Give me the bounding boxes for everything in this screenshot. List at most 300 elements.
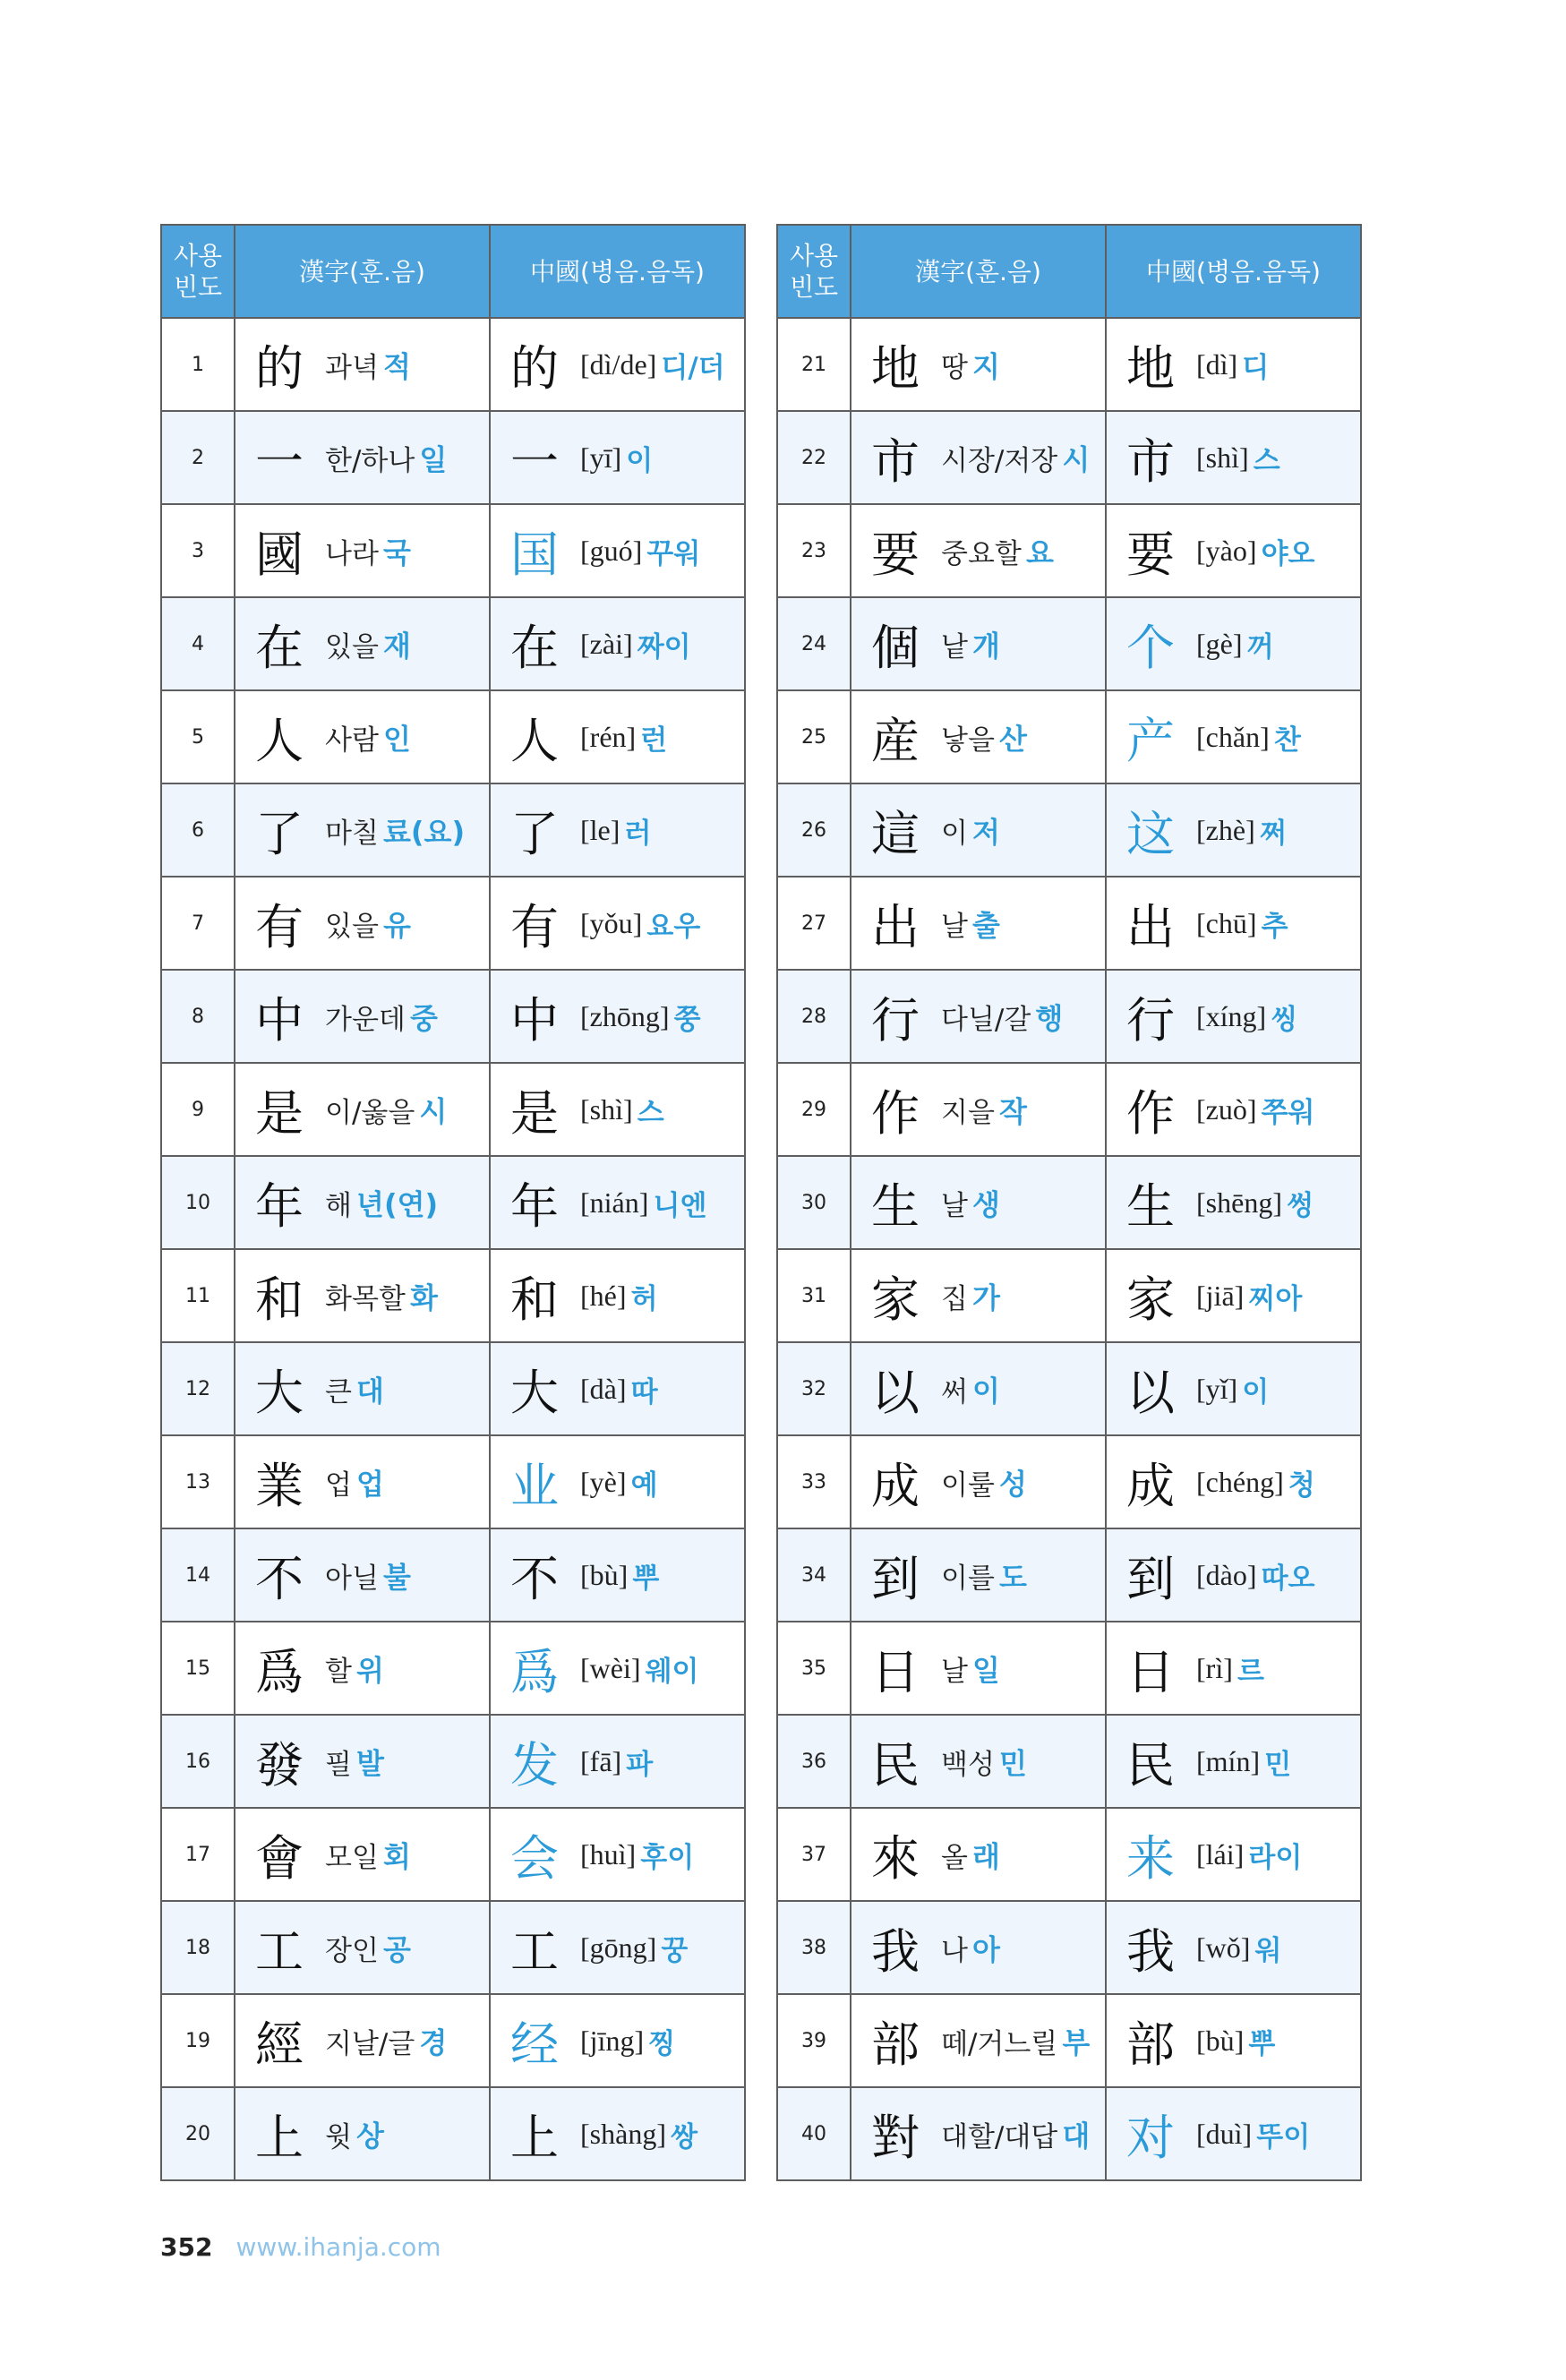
hanja-meaning: 날 [941, 910, 968, 943]
hanja-character: 和 [255, 1271, 304, 1328]
korean-reading: 짜이 [637, 630, 691, 663]
header-frequency: 사용 빈도 [161, 225, 235, 318]
table-row [777, 1342, 1361, 1435]
table-row [777, 1901, 1361, 1994]
pinyin: [nián] [580, 1186, 649, 1219]
china-cell [1106, 877, 1361, 970]
pinyin: [bù] [580, 1558, 629, 1591]
china-cell [1106, 1808, 1361, 1901]
hanja-character: 行 [871, 991, 920, 1049]
table-row [777, 1249, 1361, 1342]
table-row [161, 1249, 745, 1342]
frequency-rank: 17 [161, 1808, 235, 1901]
korean-reading: 뿌 [1248, 2027, 1276, 2060]
table-row [777, 1156, 1361, 1249]
hanja-cell [851, 783, 1106, 877]
chinese-character: 这 [1126, 805, 1175, 862]
korean-reading: 찬 [1273, 723, 1301, 757]
hanja-cell [235, 1156, 490, 1249]
hanja-sound: 저 [972, 815, 1000, 849]
hanja-meaning: 다닐/갈 [941, 1003, 1031, 1036]
korean-reading: 쭝 [673, 1003, 701, 1036]
table-row [161, 1342, 745, 1435]
korean-reading: 찡 [648, 2027, 676, 2060]
korean-reading: 썽 [1287, 1189, 1314, 1222]
hanja-sound: 국 [383, 535, 411, 569]
china-cell [490, 411, 745, 504]
chinese-character: 和 [510, 1271, 559, 1328]
frequency-rank: 39 [777, 1994, 851, 2087]
table-row [777, 411, 1361, 504]
hanja-meaning: 낱 [941, 630, 968, 663]
korean-reading: 쌍 [671, 2120, 698, 2153]
frequency-rank: 16 [161, 1715, 235, 1808]
frequency-table-right [776, 224, 1362, 2181]
hanja-meaning: 이 [941, 817, 968, 850]
hanja-cell [235, 597, 490, 690]
frequency-rank: 8 [161, 970, 235, 1063]
hanja-character: 在 [255, 619, 304, 676]
chinese-character: 出 [1126, 898, 1175, 955]
korean-reading: 워 [1254, 1934, 1282, 1967]
china-cell [1106, 318, 1361, 411]
hanja-meaning: 날 [941, 1655, 968, 1688]
frequency-rank: 24 [777, 597, 851, 690]
china-cell [490, 1994, 745, 2087]
hanja-character: 日 [871, 1643, 920, 1700]
frequency-rank: 6 [161, 783, 235, 877]
korean-reading: 허 [630, 1282, 658, 1315]
hanja-meaning: 낳을 [941, 723, 995, 757]
hanja-cell [851, 1528, 1106, 1622]
hanja-meaning: 날 [941, 1189, 968, 1222]
pinyin: [zhè] [1196, 813, 1255, 846]
chinese-character: 爲 [510, 1643, 559, 1700]
hanja-character: 地 [871, 339, 920, 397]
china-cell [490, 783, 745, 877]
china-cell [1106, 411, 1361, 504]
china-cell [490, 1808, 745, 1901]
table-row [777, 1808, 1361, 1901]
hanja-character: 部 [871, 2016, 920, 2073]
hanja-meaning: 과녁 [325, 351, 379, 384]
chinese-character: 业 [510, 1457, 559, 1514]
hanja-character: 了 [255, 805, 304, 862]
chinese-character: 了 [510, 805, 559, 862]
hanja-sound: 공 [383, 1932, 411, 1966]
hanja-sound: 민 [999, 1746, 1027, 1780]
pinyin: [jīng] [580, 2024, 645, 2057]
frequency-rank: 2 [161, 411, 235, 504]
chinese-character: 成 [1126, 1457, 1175, 1514]
chinese-character: 的 [510, 339, 559, 397]
table-row [777, 504, 1361, 597]
table-row [161, 690, 745, 783]
chinese-character: 在 [510, 619, 559, 676]
hanja-meaning: 있을 [325, 910, 379, 943]
hanja-character: 中 [255, 991, 304, 1049]
hanja-cell [235, 1528, 490, 1622]
hanja-cell [851, 970, 1106, 1063]
korean-reading: 뿌 [632, 1562, 660, 1595]
korean-reading: 꿍 [661, 1934, 689, 1967]
chinese-character: 经 [510, 2016, 559, 2073]
korean-reading: 르 [1237, 1655, 1264, 1688]
korean-reading: 스 [637, 1096, 664, 1129]
hanja-character: 業 [255, 1457, 304, 1514]
china-cell [490, 970, 745, 1063]
hanja-meaning: 윗 [325, 2120, 352, 2153]
chinese-character: 对 [1126, 2109, 1175, 2166]
hanja-character: 對 [871, 2109, 920, 2166]
hanja-meaning: 써 [941, 1375, 968, 1408]
hanja-sound: 적 [383, 349, 411, 383]
pinyin: [rì] [1196, 1651, 1233, 1684]
pinyin: [dà] [580, 1372, 627, 1405]
hanja-character: 人 [255, 712, 304, 769]
hanja-character: 要 [871, 526, 920, 583]
hanja-character: 民 [871, 1736, 920, 1794]
chinese-character: 到 [1126, 1550, 1175, 1607]
table-row [777, 1063, 1361, 1156]
chinese-character: 年 [510, 1177, 559, 1235]
korean-reading: 예 [630, 1468, 658, 1502]
hanja-cell [235, 1994, 490, 2087]
hanja-sound: 상 [356, 2119, 384, 2153]
hanja-meaning: 대할/대답 [941, 2120, 1058, 2153]
hanja-sound: 대 [356, 1374, 384, 1408]
table-row [161, 1901, 745, 1994]
chinese-character: 个 [1126, 619, 1175, 676]
hanja-meaning: 업 [325, 1468, 352, 1502]
hanja-sound: 인 [383, 722, 411, 756]
hanja-cell [235, 1622, 490, 1715]
korean-reading: 후이 [640, 1841, 695, 1874]
hanja-meaning: 필 [325, 1748, 352, 1781]
site-url[interactable]: www.ihanja.com [235, 2232, 441, 2262]
hanja-sound: 료(요) [383, 815, 466, 849]
hanja-sound: 생 [972, 1187, 1000, 1221]
frequency-rank: 4 [161, 597, 235, 690]
frequency-rank: 31 [777, 1249, 851, 1342]
table-row [777, 2087, 1361, 2180]
hanja-meaning: 큰 [325, 1375, 352, 1408]
header-hanja: 漢字(훈.음) [851, 225, 1106, 318]
chinese-character: 地 [1126, 339, 1175, 397]
china-cell [1106, 783, 1361, 877]
table-row [777, 1994, 1361, 2087]
chinese-character: 上 [510, 2109, 559, 2166]
pinyin: [fā] [580, 1744, 622, 1777]
hanja-meaning: 있을 [325, 630, 379, 663]
hanja-cell [851, 1994, 1106, 2087]
hanja-sound: 부 [1062, 2025, 1091, 2059]
hanja-sound: 래 [972, 1839, 1000, 1873]
chinese-character: 日 [1126, 1643, 1175, 1700]
pinyin: [guó] [580, 534, 643, 567]
header-frequency: 사용 빈도 [777, 225, 851, 318]
hanja-cell [851, 1342, 1106, 1435]
chinese-character: 人 [510, 712, 559, 769]
hanja-meaning: 땅 [941, 351, 968, 384]
frequency-rank: 12 [161, 1342, 235, 1435]
korean-reading: 청 [1288, 1468, 1315, 1502]
korean-reading: 요우 [646, 910, 701, 943]
pinyin: [chǎn] [1196, 720, 1270, 753]
table-row [161, 504, 745, 597]
pinyin: [yī] [580, 441, 622, 474]
table-row [777, 597, 1361, 690]
china-cell [490, 1063, 745, 1156]
china-cell [1106, 1528, 1361, 1622]
hanja-sound: 대 [1062, 2119, 1091, 2153]
hanja-meaning: 나라 [325, 537, 379, 570]
hanja-cell [851, 1435, 1106, 1528]
frequency-rank: 3 [161, 504, 235, 597]
pinyin: [shēng] [1196, 1186, 1282, 1219]
chinese-character: 家 [1126, 1271, 1175, 1328]
korean-reading: 쭈워 [1261, 1096, 1315, 1129]
hanja-cell [851, 597, 1106, 690]
hanja-sound: 작 [999, 1094, 1027, 1128]
hanja-character: 國 [255, 526, 304, 583]
frequency-rank: 37 [777, 1808, 851, 1901]
hanja-cell [235, 1715, 490, 1808]
table-row [777, 783, 1361, 877]
pinyin: [zài] [580, 627, 633, 660]
page-number: 352 [160, 2232, 213, 2262]
hanja-cell [851, 504, 1106, 597]
hanja-meaning: 해 [325, 1189, 352, 1222]
korean-reading: 런 [640, 723, 668, 757]
pinyin: [le] [580, 813, 620, 846]
hanja-character: 是 [255, 1084, 304, 1142]
frequency-table-left [160, 224, 746, 2181]
china-cell [1106, 1715, 1361, 1808]
frequency-rank: 25 [777, 690, 851, 783]
china-cell [1106, 1342, 1361, 1435]
korean-reading: 꺼 [1246, 630, 1274, 663]
hanja-character: 生 [871, 1177, 920, 1235]
korean-reading: 따오 [1261, 1562, 1315, 1595]
pinyin: [shàng] [580, 2117, 666, 2150]
korean-reading: 따 [630, 1375, 658, 1408]
hanja-cell [235, 1063, 490, 1156]
frequency-rank: 14 [161, 1528, 235, 1622]
chinese-character: 不 [510, 1550, 559, 1607]
hanja-sound: 행 [1035, 1001, 1064, 1035]
china-cell [490, 1715, 745, 1808]
hanja-cell [851, 1249, 1106, 1342]
frequency-rank: 11 [161, 1249, 235, 1342]
pinyin: [chū] [1196, 906, 1257, 939]
pinyin: [huì] [580, 1837, 637, 1871]
hanja-sound: 이 [972, 1374, 1000, 1408]
hanja-meaning: 이/옳을 [325, 1096, 415, 1129]
table-row [161, 1528, 745, 1622]
table-row [777, 318, 1361, 411]
frequency-rank: 29 [777, 1063, 851, 1156]
pinyin: [shì] [1196, 441, 1249, 474]
hanja-cell [235, 970, 490, 1063]
table-row [777, 1435, 1361, 1528]
hanja-cell [851, 411, 1106, 504]
header-china: 中國(병음.음독) [490, 225, 745, 318]
frequency-rank: 38 [777, 1901, 851, 1994]
hanja-character: 作 [871, 1084, 920, 1142]
hanja-character: 大 [255, 1364, 304, 1421]
korean-reading: 라이 [1248, 1841, 1303, 1874]
frequency-rank: 5 [161, 690, 235, 783]
hanja-character: 發 [255, 1736, 304, 1794]
hanja-character: 這 [871, 805, 920, 862]
table-row [777, 1715, 1361, 1808]
hanja-sound: 아 [972, 1932, 1000, 1966]
pinyin: [yǒu] [580, 906, 643, 939]
hanja-character: 成 [871, 1457, 920, 1514]
hanja-character: 爲 [255, 1643, 304, 1700]
china-cell [490, 1622, 745, 1715]
hanja-character: 産 [871, 712, 920, 769]
header-china: 中國(병음.음독) [1106, 225, 1361, 318]
china-cell [1106, 1435, 1361, 1528]
hanja-sound: 도 [999, 1560, 1027, 1594]
table-row [161, 2087, 745, 2180]
hanja-sound: 경 [419, 2025, 448, 2059]
china-cell [1106, 597, 1361, 690]
china-cell [1106, 970, 1361, 1063]
hanja-sound: 위 [356, 1653, 384, 1687]
hanja-sound: 업 [356, 1467, 384, 1501]
hanja-sound: 년(연) [356, 1187, 439, 1221]
hanja-meaning: 집 [941, 1282, 968, 1315]
pinyin: [shì] [580, 1092, 633, 1126]
frequency-rank: 9 [161, 1063, 235, 1156]
hanja-meaning: 떼/거느릴 [941, 2027, 1058, 2060]
table-row [161, 1715, 745, 1808]
table-row [161, 1994, 745, 2087]
header-hanja: 漢字(훈.음) [235, 225, 490, 318]
china-cell [490, 1435, 745, 1528]
hanja-meaning: 아닐 [325, 1562, 379, 1595]
hanja-cell [235, 1249, 490, 1342]
pinyin: [jiā] [1196, 1279, 1245, 1312]
chinese-character: 生 [1126, 1177, 1175, 1235]
pinyin: [yè] [580, 1465, 627, 1498]
pinyin: [mín] [1196, 1744, 1261, 1777]
pinyin: [gōng] [580, 1931, 657, 1964]
korean-reading: 씽 [1271, 1003, 1298, 1036]
hanja-character: 上 [255, 2109, 304, 2166]
frequency-rank: 28 [777, 970, 851, 1063]
hanja-cell [235, 1901, 490, 1994]
korean-reading: 파 [626, 1748, 654, 1781]
hanja-cell [851, 1156, 1106, 1249]
hanja-cell [235, 877, 490, 970]
china-cell [1106, 690, 1361, 783]
table-row [161, 877, 745, 970]
hanja-cell [235, 411, 490, 504]
hanja-sound: 재 [383, 629, 411, 663]
pinyin: [xíng] [1196, 999, 1267, 1032]
hanja-sound: 가 [972, 1280, 1000, 1314]
china-cell [1106, 1063, 1361, 1156]
china-cell [490, 597, 745, 690]
chinese-character: 民 [1126, 1736, 1175, 1794]
hanja-cell [851, 1715, 1106, 1808]
china-cell [1106, 1901, 1361, 1994]
hanja-sound: 유 [383, 908, 411, 942]
hanja-meaning: 마칠 [325, 817, 379, 850]
pinyin: [lái] [1196, 1837, 1245, 1871]
chinese-character: 作 [1126, 1084, 1175, 1142]
hanja-cell [235, 690, 490, 783]
frequency-rank: 32 [777, 1342, 851, 1435]
hanja-cell [851, 318, 1106, 411]
hanja-meaning: 사람 [325, 723, 379, 757]
hanja-sound: 일 [419, 442, 448, 476]
china-cell [490, 1528, 745, 1622]
table-row [161, 1808, 745, 1901]
chinese-character: 要 [1126, 526, 1175, 583]
table-row [777, 1622, 1361, 1715]
china-cell [1106, 504, 1361, 597]
chinese-character: 部 [1126, 2016, 1175, 2073]
hanja-character: 有 [255, 898, 304, 955]
china-cell [490, 1156, 745, 1249]
china-cell [490, 877, 745, 970]
hanja-meaning: 모일 [325, 1841, 379, 1874]
pinyin: [bù] [1196, 2024, 1245, 2057]
frequency-rank: 34 [777, 1528, 851, 1622]
korean-reading: 민 [1264, 1748, 1292, 1781]
hanja-meaning: 나 [941, 1934, 968, 1967]
hanja-sound: 시 [419, 1094, 448, 1128]
hanja-character: 會 [255, 1829, 304, 1887]
table-row [777, 877, 1361, 970]
pinyin: [yǐ] [1196, 1372, 1238, 1405]
hanja-cell [235, 2087, 490, 2180]
table-row [161, 783, 745, 877]
china-cell [1106, 1156, 1361, 1249]
table-row [161, 1156, 745, 1249]
table-row [161, 411, 745, 504]
hanja-character: 到 [871, 1550, 920, 1607]
hanja-character: 工 [255, 1922, 304, 1980]
hanja-character: 以 [871, 1364, 920, 1421]
pinyin: [chéng] [1196, 1465, 1284, 1498]
table-header-row [777, 225, 1361, 318]
frequency-rank: 13 [161, 1435, 235, 1528]
hanja-cell [235, 1808, 490, 1901]
hanja-cell [851, 1622, 1106, 1715]
hanja-meaning: 올 [941, 1841, 968, 1874]
pinyin: [hé] [580, 1279, 627, 1312]
frequency-rank: 36 [777, 1715, 851, 1808]
hanja-meaning: 시장/저장 [941, 444, 1058, 477]
hanja-meaning: 지을 [941, 1096, 995, 1129]
hanja-cell [851, 1063, 1106, 1156]
frequency-rank: 18 [161, 1901, 235, 1994]
pinyin: [duì] [1196, 2117, 1253, 2150]
hanja-cell [851, 1808, 1106, 1901]
china-cell [490, 504, 745, 597]
korean-reading: 쩌 [1259, 817, 1287, 850]
frequency-rank: 7 [161, 877, 235, 970]
pinyin: [yào] [1196, 534, 1257, 567]
hanja-sound: 출 [972, 908, 1000, 942]
korean-reading: 야오 [1261, 537, 1315, 570]
